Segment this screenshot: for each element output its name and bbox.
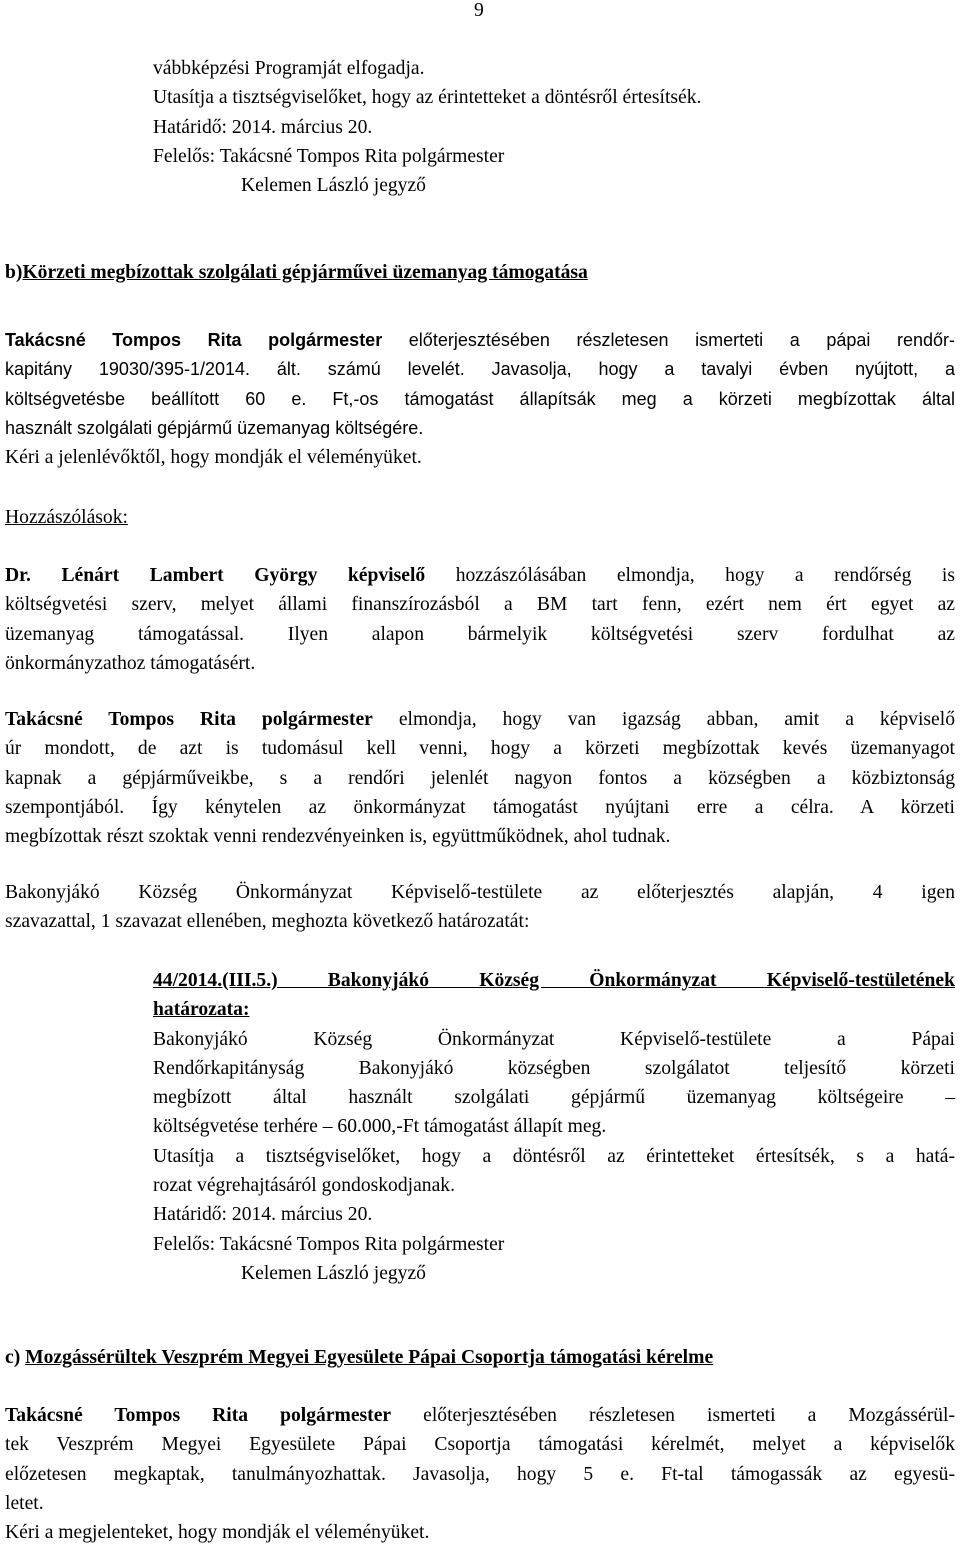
paragraph-line: úr mondott, de azt is tudomásul kell venni, hogy a körzeti megbízottak kevés üzemanyagot — [5, 738, 955, 760]
paragraph-line: tek Veszprém Megyei Egyesülete Pápai Csoportja támogatási kérelmét, melyet a képviselők — [5, 1434, 955, 1456]
paragraph-line: használt szolgálati gépjármű üzemanyag költségére. — [5, 417, 424, 438]
paragraph-line: kapnak a gépjárműveikbe, s a rendőri jelenlét nagyon fontos a községben a közbiztonság — [5, 767, 955, 789]
resolution-body-line: megbízott által használt szolgálati gépjármű üzemanyag költségeire – — [153, 1087, 955, 1109]
resolution-title: határozata: — [153, 999, 250, 1021]
vote-paragraph — [5, 878, 955, 937]
resolution-instruction-line: Utasítja a tisztségviselőket, hogy a döntésről az érintetteket értesítsék, s a hatá- — [153, 1145, 955, 1167]
paragraph-line — [5, 705, 955, 734]
resolution-responsible: Felelős: Takácsné Tompos Rita polgármester — [153, 1233, 505, 1255]
paragraph-line: megbízottak részt szoktak venni rendezvényeinken is, együttműködnek, ahol tudnak. — [5, 826, 671, 848]
paragraph-line: előzetesen megkaptak, tanulmányozhattak. Javasolja, hogy 5 e. Ft-tal támogassák az egyesü- — [5, 1463, 955, 1485]
section-c-intro — [5, 1401, 955, 1547]
paragraph-text: előterjesztésében részletesen ismerteti a pápai rendőr- — [382, 330, 955, 350]
section-b-intro — [5, 326, 955, 472]
speaker-name: Dr. Lénárt Lambert György képviselő — [5, 565, 426, 586]
paragraph-line — [5, 561, 955, 590]
continuation-line: Kelemen László jegyző — [241, 175, 426, 197]
resolution-instruction-line: rozat végrehajtásáról gondoskodjanak. — [153, 1175, 455, 1197]
section-b-title: Körzeti megbízottak szolgálati gépjárművei üzemanyag támogatása — [22, 262, 588, 283]
paragraph-line: Kéri a megjelenteket, hogy mondják el véleményüket. — [5, 1522, 430, 1544]
comment-lenart — [5, 561, 955, 678]
continuation-line: Határidő: 2014. március 20. — [153, 116, 373, 138]
continuation-line: vábbképzési Programját elfogadja. — [153, 58, 425, 79]
resolution-title: 44/2014.(III.5.) Bakonyjákó Község Önkormányzat Képviselő-testületének — [153, 970, 955, 991]
comments-heading: Hozzászólások: — [5, 507, 128, 528]
paragraph-line: üzemanyag támogatással. Ilyen alapon bármelyik költségvetési szerv fordulhat az — [5, 623, 955, 645]
paragraph-line: Kéri a jelenlévőktől, hogy mondják el véleményüket. — [5, 447, 422, 469]
page-number: 9 — [474, 0, 484, 21]
paragraph-line: önkormányzathoz támogatásért. — [5, 652, 256, 674]
top-continuation — [153, 54, 701, 200]
paragraph-line: letet. — [5, 1492, 44, 1514]
resolution-body-line: költségvetése terhére – 60.000,-Ft támogatást állapít meg. — [153, 1116, 607, 1138]
paragraph-line: Bakonyjákó Község Önkormányzat Képviselő-testülete az előterjesztés alapján, 4 igen — [5, 882, 955, 903]
paragraph-line — [5, 326, 955, 355]
paragraph-line: szempontjából. Így kénytelen az önkormányzat támogatást nyújtani erre a célra. A körzeti — [5, 796, 955, 818]
paragraph-line: kapitány 19030/395-1/2014. ált. számú levelét. Javasolja, hogy a tavalyi évben nyújtott, a — [5, 359, 955, 380]
paragraph-text: elmondja, hogy van igazság abban, amit a képviselő — [372, 709, 955, 730]
section-c-label: c) — [5, 1347, 21, 1368]
resolution-responsible: Kelemen László jegyző — [241, 1262, 426, 1284]
section-c-heading — [5, 1343, 713, 1372]
speaker-name: Takácsné Tompos Rita polgármester — [5, 1405, 392, 1426]
section-c-title: Mozgássérültek Veszprém Megyei Egyesülete Pápai Csoportja támogatási kérelme — [25, 1347, 714, 1368]
speaker-name: Takácsné Tompos Rita polgármester — [5, 330, 383, 350]
paragraph-text: hozzászólásában elmondja, hogy a rendőrség is — [425, 565, 955, 586]
paragraph-line — [5, 1401, 955, 1430]
continuation-line: Utasítja a tisztségviselőket, hogy az érintetteket a döntésről értesítsék. — [153, 87, 702, 109]
paragraph-text: előterjesztésében részletesen ismerteti a Mozgássérül- — [391, 1405, 955, 1426]
section-b-label: b) — [5, 262, 23, 283]
resolution-body-line: Rendőrkapitányság Bakonyjákó községben szolgálatot teljesítő körzeti — [153, 1057, 955, 1079]
paragraph-line: költségvetésbe beállított 60 e. Ft,-os támogatást állapítsák meg a körzeti megbízottak által — [5, 388, 955, 409]
paragraph-line: szavazattal, 1 szavazat ellenében, meghozta következő határozatát: — [5, 911, 530, 933]
resolution-body-line: Bakonyjákó Község Önkormányzat Képviselő-testülete a Pápai — [153, 1028, 955, 1050]
paragraph-line: költségvetési szerv, melyet állami finanszírozásból a BM tart fenn, ezért nem ért egyet az — [5, 594, 955, 616]
resolution-deadline: Határidő: 2014. március 20. — [153, 1204, 373, 1226]
speaker-name: Takácsné Tompos Rita polgármester — [5, 709, 373, 730]
continuation-line: Felelős: Takácsné Tompos Rita polgármester — [153, 145, 505, 167]
resolution-block — [153, 966, 955, 1288]
comment-takacsne — [5, 705, 955, 851]
section-b-heading — [5, 258, 588, 287]
